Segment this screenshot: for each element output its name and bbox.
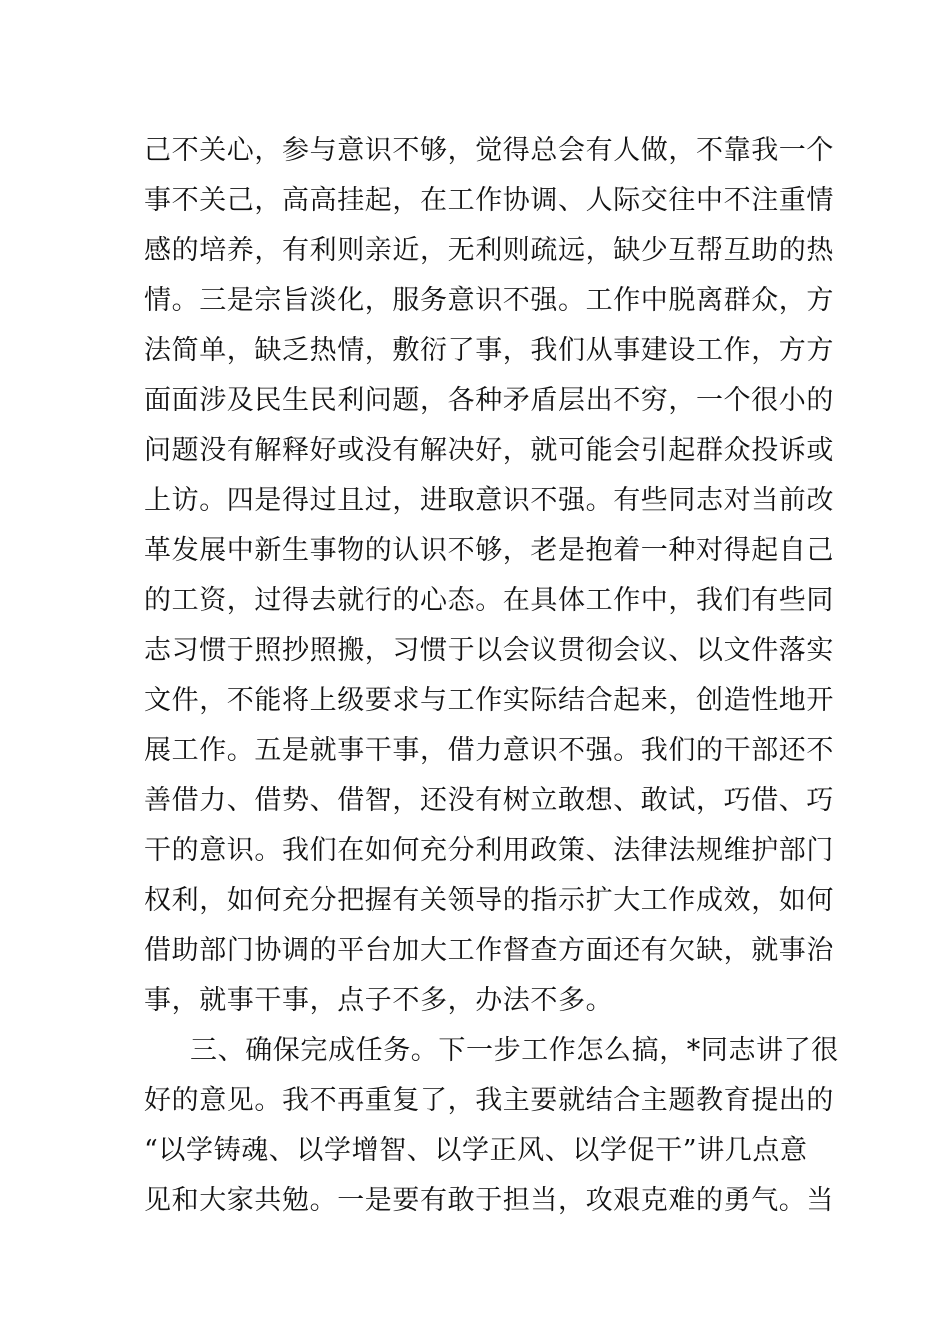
text-line: 干的意识。我们在如何充分利用政策、法律法规维护部门 [144, 835, 834, 866]
text-line: 面面涉及民生民利问题，各种矛盾层出不穷，一个很小的 [144, 385, 834, 416]
text-line: 上访。四是得过且过，进取意识不强。有些同志对当前改 [144, 485, 834, 516]
text-line: 事不关己，高高挂起，在工作协调、人际交往中不注重情 [144, 185, 834, 216]
text-line: 己不关心，参与意识不够，觉得总会有人做，不靠我一个 [144, 135, 834, 166]
body-text [144, 126, 839, 1226]
text-line: 革发展中新生事物的认识不够，老是抱着一种对得起自己 [144, 535, 834, 566]
text-line: 事，就事干事，点子不多，办法不多。 [144, 985, 614, 1016]
text-line: 的工资，过得去就行的心态。在具体工作中，我们有些同 [144, 585, 834, 616]
text-line: 问题没有解释好或没有解决好，就可能会引起群众投诉或 [144, 435, 834, 466]
text-line: 展工作。五是就事干事，借力意识不强。我们的干部还不 [144, 735, 834, 766]
text-line: 文件，不能将上级要求与工作实际结合起来，创造性地开 [144, 685, 834, 716]
text-line: 感的培养，有利则亲近，无利则疏远，缺少互帮互助的热 [144, 235, 834, 266]
text-line: 法简单，缺乏热情，敷衍了事，我们从事建设工作，方方 [144, 335, 834, 366]
text-line: 好的意见。我不再重复了，我主要就结合主题教育提出的 [144, 1085, 834, 1116]
text-line: 借助部门协调的平台加大工作督查方面还有欠缺，就事治 [144, 935, 834, 966]
text-line: 权利，如何充分把握有关领导的指示扩大工作成效，如何 [144, 885, 834, 916]
text-line: 善借力、借势、借智，还没有树立敢想、敢试，巧借、巧 [144, 785, 834, 816]
text-line: 见和大家共勉。一是要有敢于担当，攻艰克难的勇气。当 [144, 1185, 834, 1216]
text-line: “以学铸魂、以学增智、以学正风、以学促干”讲几点意 [144, 1135, 808, 1166]
text-line: 志习惯于照抄照搬，习惯于以会议贯彻会议、以文件落实 [144, 635, 834, 666]
text-line: 情。三是宗旨淡化，服务意识不强。工作中脱离群众，方 [144, 285, 834, 316]
paragraph-start-line: 三、确保完成任务。下一步工作怎么搞，*同志讲了很 [190, 1035, 839, 1066]
